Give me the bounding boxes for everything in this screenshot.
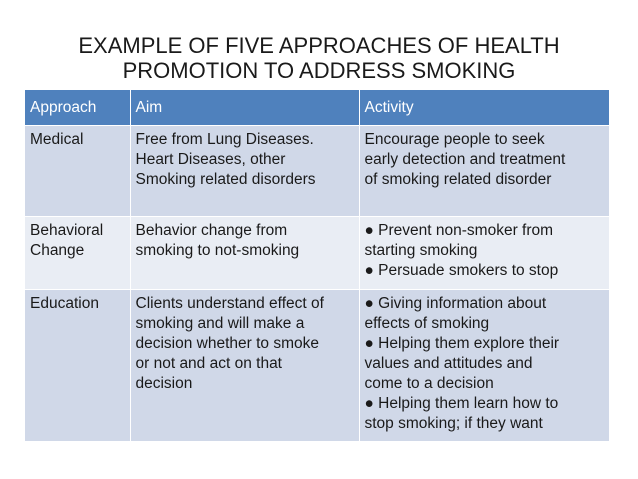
cell-line: Clients understand effect of	[135, 295, 324, 312]
activity-cell	[359, 126, 609, 217]
cell-line: values and attitudes and	[364, 355, 533, 372]
slide-title-line-1: EXAMPLE OF FIVE APPROACHES OF HEALTH	[78, 33, 560, 58]
cell-line: ● Giving information about	[364, 295, 547, 312]
slide-title-line-2: PROMOTION TO ADDRESS SMOKING	[122, 58, 516, 83]
cell-line: come to a decision	[364, 375, 494, 392]
cell-line: smoking to not-smoking	[135, 242, 300, 259]
cell-line: starting smoking	[364, 242, 478, 259]
cell-line: Behavioral	[30, 222, 104, 239]
activity-cell	[359, 217, 609, 290]
cell-line: ● Helping them learn how to	[364, 395, 559, 412]
cell-line: decision	[135, 375, 193, 392]
header-aim: Aim	[130, 90, 359, 126]
slide-title	[0, 33, 638, 83]
cell-line: of smoking related disorder	[364, 171, 552, 188]
header-activity: Activity	[359, 90, 609, 126]
header-approach: Approach	[25, 90, 130, 126]
cell-line: Free from Lung Diseases.	[135, 131, 314, 148]
table-row	[25, 290, 609, 442]
approaches-table	[25, 90, 609, 441]
cell-line: or not and act on that	[135, 355, 282, 372]
approach-cell	[25, 290, 130, 442]
cell-line: stop smoking; if they want	[364, 415, 543, 432]
table-header-row	[25, 90, 609, 126]
approach-cell	[25, 217, 130, 290]
aim-cell	[130, 290, 359, 442]
approach-cell	[25, 126, 130, 217]
cell-line: smoking and will make a	[135, 315, 305, 332]
aim-cell	[130, 126, 359, 217]
activity-cell	[359, 290, 609, 442]
table-row	[25, 217, 609, 290]
cell-line: decision whether to smoke	[135, 335, 320, 352]
cell-line: Medical	[30, 131, 84, 148]
cell-line: Encourage people to seek	[364, 131, 545, 148]
cell-line: Smoking related disorders	[135, 171, 316, 188]
cell-line: Behavior change from	[135, 222, 288, 239]
aim-cell	[130, 217, 359, 290]
cell-line: ● Helping them explore their	[364, 335, 560, 352]
cell-line: Heart Diseases, other	[135, 151, 286, 168]
cell-line: early detection and treatment	[364, 151, 566, 168]
cell-line: effects of smoking	[364, 315, 490, 332]
cell-line: Education	[30, 295, 99, 312]
cell-line: ● Persuade smokers to stop	[364, 262, 559, 279]
cell-line: Change	[30, 242, 85, 259]
table-row	[25, 126, 609, 217]
cell-line: ● Prevent non-smoker from	[364, 222, 554, 239]
